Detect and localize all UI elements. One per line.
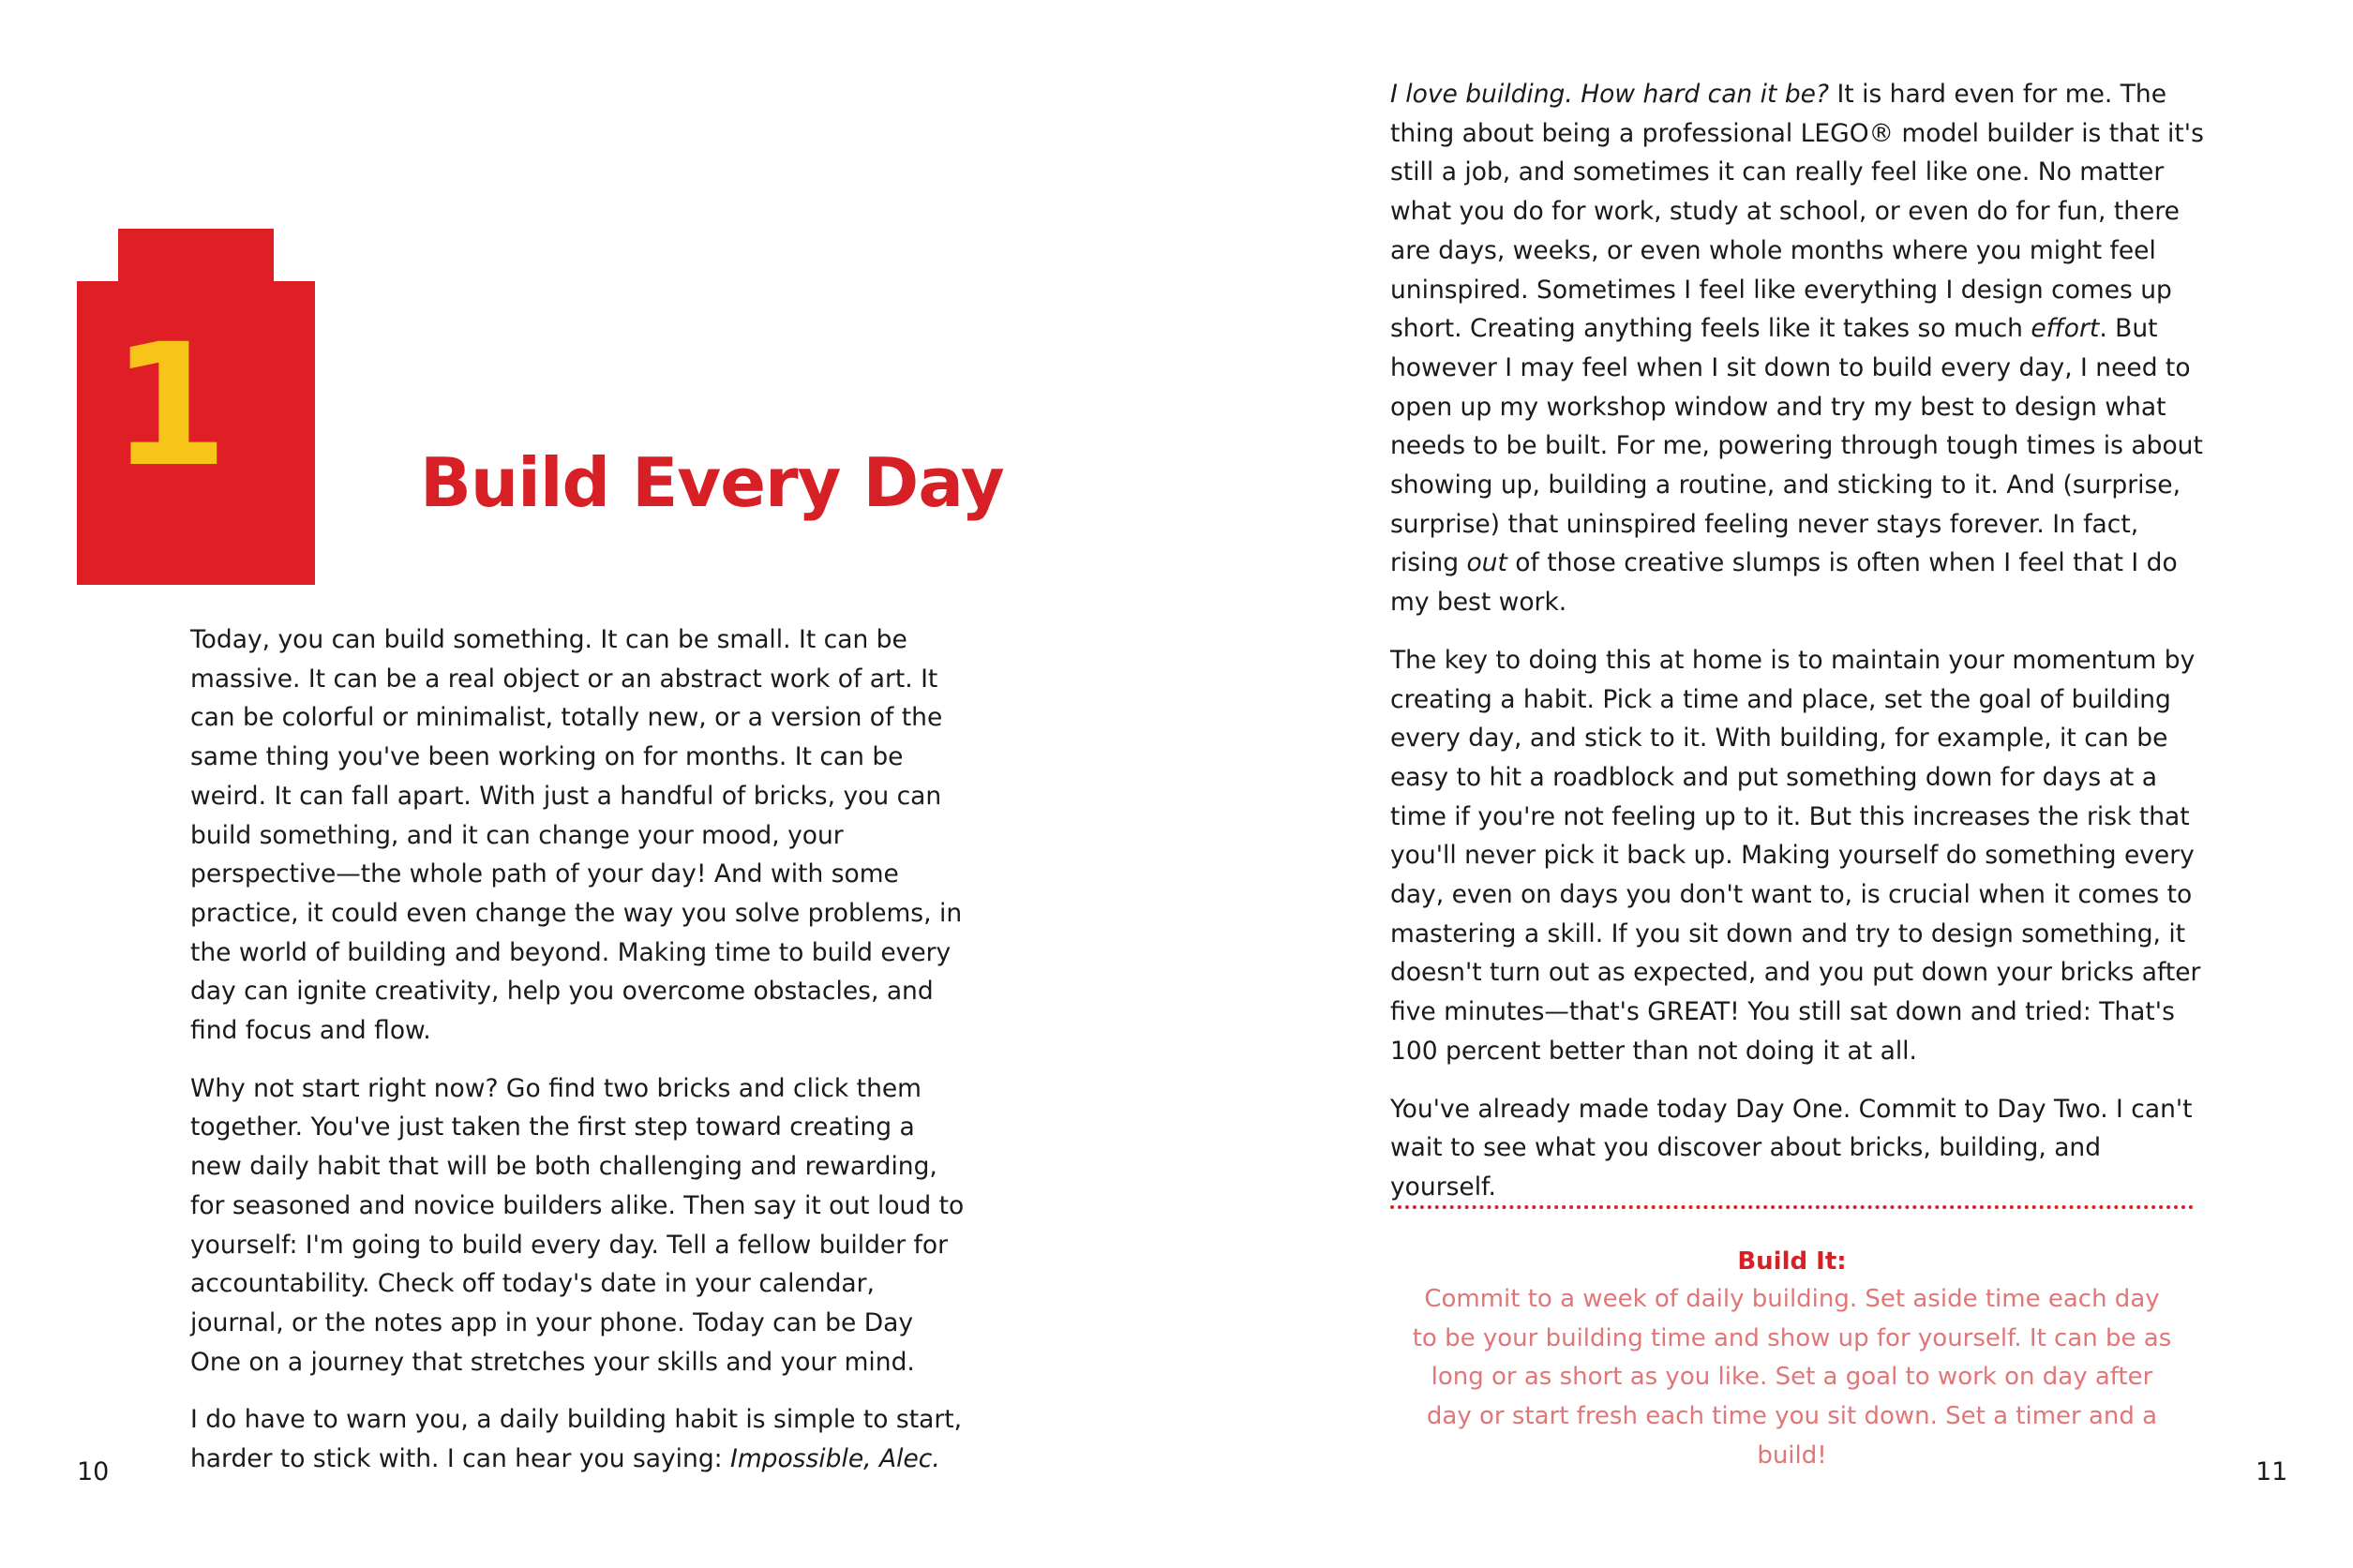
build-it-callout — [1390, 1243, 2194, 1476]
paragraph-text: of those creative slumps is often when I feel that I do my best work. — [1390, 548, 2178, 618]
paragraph-text: I do have to warn you, a daily building habit is simple to start, harder to stick with. I can hear you saying: — [190, 1405, 963, 1474]
chapter-title: Build Every Day — [420, 443, 1004, 522]
italic-text: I love building. How hard can it be? — [1390, 80, 1830, 109]
body-paragraph — [190, 1069, 970, 1382]
chapter-number: 1 — [111, 308, 225, 504]
paragraph-text: You've already made today Day One. Commit to Day Two. I can't wait to see what you discover about bricks, building, and yourself. — [1390, 1094, 2193, 1202]
body-paragraph — [190, 620, 970, 1051]
paragraph-text: Today, you can build something. It can be small. It can be massive. It can be a real object or an abstract work of art. It can be colorful or minimalist, totally new, or a version of the same thing you've been working on for months. It can be weird. It can fall apart. With just a handful of bricks, you can build something, and it can change your mood, your perspective—the whole path of your day! And with some practice, it could even change the way you solve problems, in the world of building and beyond. Making time to build every day can ignite creativity, help you overcome obstacles, and find focus and flow. — [190, 625, 963, 1046]
brick-stud — [118, 229, 274, 283]
paragraph-text: It is hard even for me. The thing about being a professional LEGO® model builder is that it's still a job, and sometimes it can really feel like one. No matter what you do for work, study at school, or even do for fun, there are days, weeks, or even whole months where you might feel uninspired. Sometimes I feel like everything I design comes up short. Creating anything feels like it takes so much — [1390, 80, 2204, 344]
paragraph-text: Why not start right now? Go find two bricks and click them together. You've just taken the first step toward creating a new daily habit that will be both challenging and rewarding, for seasoned and novice builders alike. Then say it out loud to yourself: I'm going to build every day. Tell a fellow builder for accountability. Check off today's date in your calendar, journal, or the notes app in your phone. Today can be Day One on a journey that stretches your skills and your mind. — [190, 1073, 965, 1377]
dotted-divider — [1390, 1205, 2194, 1209]
body-paragraph — [1390, 641, 2206, 1071]
body-paragraph — [1390, 75, 2206, 622]
page-number-right: 11 — [2256, 1457, 2288, 1486]
body-paragraph — [1390, 1090, 2206, 1207]
page-number-left: 10 — [77, 1457, 110, 1486]
body-paragraph — [190, 1400, 970, 1478]
italic-text: Impossible, Alec. — [730, 1444, 940, 1474]
build-it-text: Commit to a week of daily building. Set aside time each day to be your building time and show up for yourself. It can be as long or as short as you like. Set a goal to work on day after day or start fresh each time you sit down. Set a timer and a build! — [1412, 1285, 2172, 1470]
chapter-brick-icon — [77, 229, 315, 585]
italic-text: effort — [2031, 314, 2100, 344]
build-it-heading: Build It: — [1737, 1247, 1847, 1276]
italic-text: out — [1466, 548, 1507, 578]
paragraph-text: The key to doing this at home is to maintain your momentum by creating a habit. Pick a time and place, set the goal of building every day, and stick to it. With building, for example, it can be easy to hit a roadblock and put something down for days at a time if you're not feeling up to it. But this increases the risk that you'll never pick it back up. Making yourself do something every day, even on days you don't want to, is crucial when it comes to mastering a skill. If you sit down and try to design something, it doesn't turn out as expected, and you put down your bricks after five minutes—that's GREAT! You still sat down and tried: That's 100 percent better than not doing it at all. — [1390, 645, 2201, 1066]
right-page-body — [1390, 75, 2206, 1226]
left-page-body — [190, 620, 970, 1498]
paragraph-text: . But however I may feel when I sit down to build every day, I need to open up my workshop window and try my best to design what needs to be built. For me, powering through tough times is about showing up, building a routine, and sticking to it. And (surprise, surprise) that uninspired feeling never stays forever. In fact, rising — [1390, 314, 2203, 578]
